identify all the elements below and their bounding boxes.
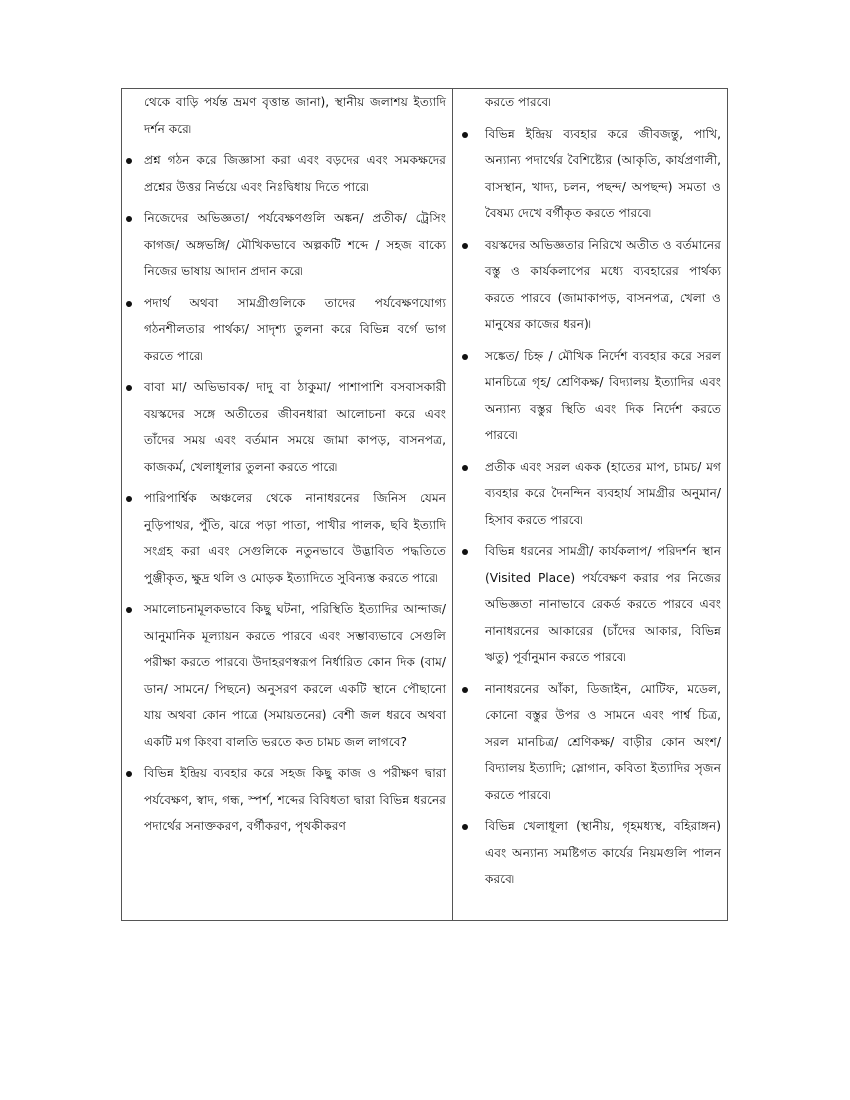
list-item-text: সঙ্কেত/ চিহ্ন / মৌখিক নির্দেশ ব্যবহার করে সরল মানচিত্রে গৃহ/ শ্রেণিকক্ষ/ বিদ্যালয় ইত্যাদির এবং অন্যান্য বস্তুর স্থিতি এবং দিক নির্দেশ করতে পারবে৷ [485, 348, 721, 442]
list-item [453, 343, 721, 449]
list-item-text: প্রতীক এবং সরল একক (হাতের মাপ, চামচ/ মগ ব্যবহার করে দৈনন্দিন ব্যবহার্য সামগ্রীর অনুমান/ হিসাব করতে পারবে৷ [485, 459, 721, 527]
list-item [453, 538, 721, 671]
list-item-text: নানাধরনের আঁকা, ডিজাইন, মোটিফ, মডেল, কোনো বস্তুর উপর ও সামনে এবং পার্শ্ব চিত্র, সরল মানচিত্র/ শ্রেণিকক্ষ/ বাড়ীর কোন অংশ/ বিদ্যালয় ইত্যাদি; স্লোগান, কবিতা ইত্যাদির সৃজন করতে পারবে৷ [485, 681, 721, 802]
left-continued-label: থেকে বাড়ি পর্যন্ত ভ্রমণ বৃত্তান্ত জানা), স্থানীয় জলাশয় ইত্যাদি দর্শন করে৷ [144, 95, 446, 136]
list-item [122, 760, 446, 840]
list-item [122, 485, 446, 591]
learning-outcomes-table [121, 88, 728, 921]
list-item-text: বিভিন্ন ইন্দ্রিয় ব্যবহার করে সহজ কিছু কাজ ও পরীক্ষণ দ্বারা পর্যবেক্ষণ, স্বাদ, গন্ধ, স্পর্শ, শব্দের বিবিধতা দ্বারা বিভিন্ন ধরনের পদার্থের সনাক্তকরণ, বর্গীকরণ, পৃথকীকরণ [144, 766, 446, 833]
bullet-icon [462, 132, 468, 138]
list-item-text: বয়স্কদের অভিজ্ঞতার নিরিখে অতীত ও বর্তমানের বস্তু ও কার্যকলাপের মধ্যে ব্যবহারের পার্থক্য করতে পারবে (জামাকাপড়, বাসনপত্র, খেলা ও মানুষের কাজের ধরন)৷ [485, 237, 721, 331]
bullet-icon [126, 301, 132, 307]
bullet-icon [462, 824, 468, 830]
list-item [453, 232, 721, 338]
right-continued-text [453, 89, 721, 116]
list-item-text: বিভিন্ন খেলাধূলা (স্থানীয়, গৃহমধ্যস্থ, বহিরাঙ্গন) এবং অন্যান্য সমষ্টিগত কার্যের নিয়মগুলি পালন করবে৷ [485, 819, 721, 886]
list-item-text: নিজেদের অভিজ্ঞতা/ পর্যবেক্ষণগুলি অঙ্কন/ প্রতীক/ ট্রেসিং কাগজ/ অঙ্গভঙ্গি/ মৌখিকভাবে অল্পকটি শব্দে / সহজ বাক্যে নিজের ভাষায় আদান প্রদান করে৷ [144, 211, 446, 278]
right-column [453, 89, 727, 920]
right-continued-label: করতে পারবে৷ [485, 95, 551, 109]
list-item-text: প্রশ্ন গঠন করে জিজ্ঞাসা করা এবং বড়দের এবং সমকক্ষদের প্রশ্নের উত্তর নির্ভয়ে এবং নিঃদ্বিধায় দিতে পারে৷ [144, 153, 446, 194]
list-item [122, 596, 446, 755]
bullet-icon [462, 687, 468, 693]
list-item [453, 121, 721, 227]
list-item-text: বিভিন্ন ইন্দ্রিয় ব্যবহার করে জীবজন্তু, পাখি, অন্যান্য পদার্থের বৈশিষ্ট্যের (আকৃতি, কার্যপ্রণালী, বাসস্থান, খাদ্য, চলন, পছন্দ/ অপছন্দ) সমতা ও বৈষম্য দেখে বর্গীকৃত করতে পারবে৷ [485, 126, 721, 220]
list-item [453, 813, 721, 893]
list-item-text: সমালোচনামূলকভাবে কিছু ঘটনা, পরিস্থিতি ইত্যাদির আন্দাজ/ আনুমানিক মূল্যায়ন করতে পারবে এবং সম্ভাব্যভাবে সেগুলি পরীক্ষা করতে পারবে৷ উদাহরণস্বরূপ নির্ধারিত কোন দিক (বাম/ ডান/ সামনে/ পিছনে) অনুসরণ করলে একটি স্থানে পৌছানো যায় অথবা কোন পাত্রে (সমায়তনের) বেশী জল ধরবে অথবা একটি মগ কিংবা বালতি ভরতে কত চামচ জল লাগবে? [144, 602, 446, 749]
list-item [122, 147, 446, 200]
list-item-text: পারিপার্শ্বিক অঞ্চলের থেকে নানাধরনের জিনিস যেমন নুড়িপাথর, পুঁতি, ঝরে পড়া পাতা, পাখীর পালক, ছবি ইত্যাদি সংগ্রহ করা এবং সেগুলিকে নতুনভাবে উদ্ভাবিত পদ্ধতিতে পুঞ্জীকৃত, ক্ষুদ্র থলি ও মোড়ক ইত্যাদিতে সুবিন্যস্ত করতে পারে৷ [144, 491, 446, 585]
bullet-icon [126, 496, 132, 502]
list-item [122, 374, 446, 480]
list-item-text: বিভিন্ন ধরনের সামগ্রী/ কার্যকলাপ/ পরিদর্শন স্থান (Visited Place) পর্যবেক্ষণ করার পর নিজের অভিজ্ঞতা নানাভাবে রেকর্ড করতে পারবে এবং নানাধরনের আকারের (চাঁদের আকার, বিভিন্ন ঋতু) পূর্বানুমান করতে পারবে৷ [485, 544, 721, 664]
bullet-icon [126, 607, 132, 613]
bullet-icon [126, 385, 132, 391]
bullet-icon [126, 158, 132, 164]
list-item [453, 676, 721, 809]
list-item [122, 205, 446, 285]
bullet-icon [462, 549, 468, 555]
list-item-text: পদার্থ অথবা সামগ্রীগুলিকে তাদের পর্যবেক্ষণযোগ্য গঠনশীলতার পার্থক্য/ সাদৃশ্য তুলনা করে বিভিন্ন বর্গে ভাগ করতে পারে৷ [144, 295, 446, 363]
bullet-icon [126, 216, 132, 222]
bullet-icon [462, 465, 468, 471]
list-item [122, 290, 446, 370]
bullet-icon [462, 243, 468, 249]
list-item-text: বাবা মা/ অভিভাবক/ দাদু বা ঠাকুমা/ পাশাপাশি বসবাসকারী বয়স্কদের সঙ্গে অতীতের জীবনধারা আলোচনা করে এবং তাঁদের সময় এবং বর্তমান সময়ে জামা কাপড়, বাসনপত্র, কাজকর্ম, খেলাধূলার তুলনা করতে পারে৷ [144, 380, 446, 474]
left-continued-text [122, 89, 446, 142]
bullet-icon [462, 354, 468, 360]
list-item [453, 454, 721, 534]
left-column [122, 89, 453, 920]
bullet-icon [126, 771, 132, 777]
